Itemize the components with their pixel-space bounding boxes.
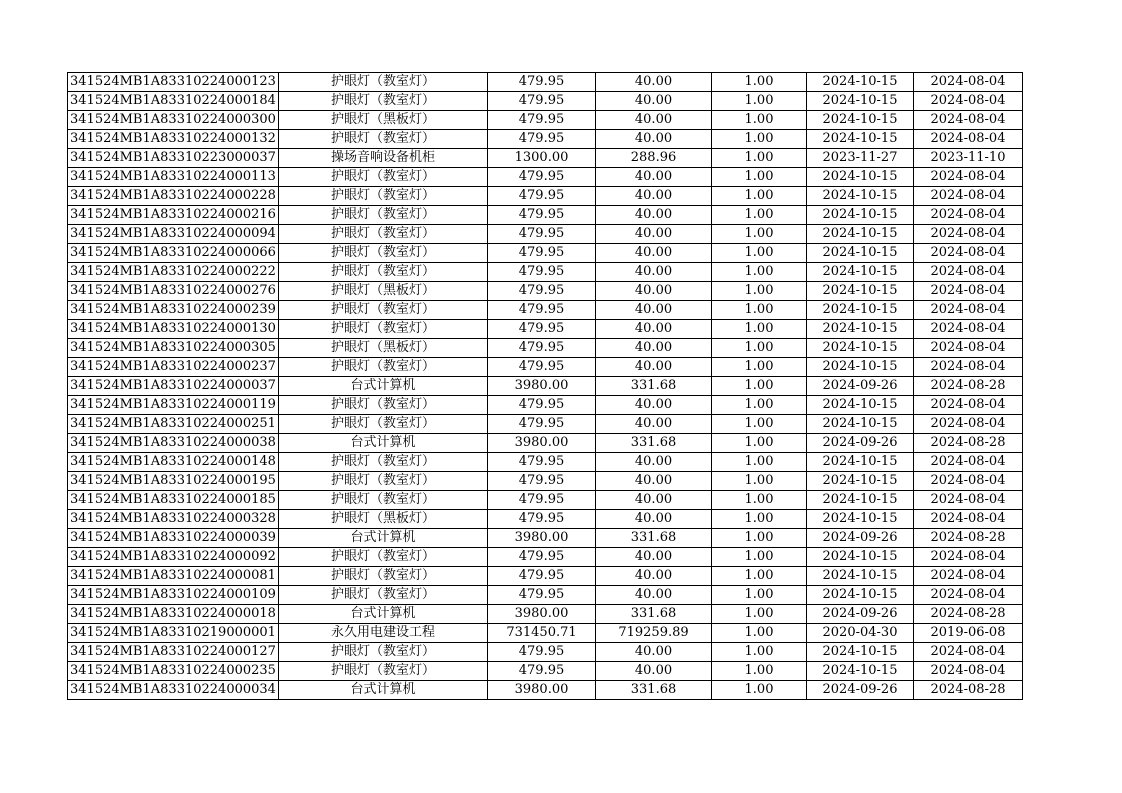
asset-name-cell: 护眼灯（教室灯） xyxy=(279,263,488,282)
asset-code-cell: 341524MB1A83310224000066 xyxy=(68,244,279,263)
asset-name-cell: 护眼灯（教室灯） xyxy=(279,453,488,472)
table-row xyxy=(68,73,1023,92)
asset-name-cell: 护眼灯（教室灯） xyxy=(279,130,488,149)
date-cell: 2024-10-15 xyxy=(807,415,914,434)
asset-code-cell: 341524MB1A83310224000119 xyxy=(68,396,279,415)
net-value-cell: 331.68 xyxy=(596,434,712,453)
date-cell: 2024-08-04 xyxy=(914,643,1023,662)
asset-code-cell: 341524MB1A83310224000235 xyxy=(68,662,279,681)
quantity-cell: 1.00 xyxy=(712,130,807,149)
original-value-cell: 479.95 xyxy=(488,263,596,282)
date-cell: 2024-10-15 xyxy=(807,472,914,491)
date-cell: 2024-09-26 xyxy=(807,681,914,700)
net-value-cell: 40.00 xyxy=(596,510,712,529)
date-cell: 2024-10-15 xyxy=(807,510,914,529)
original-value-cell: 479.95 xyxy=(488,320,596,339)
table-row xyxy=(68,586,1023,605)
date-cell: 2024-08-04 xyxy=(914,586,1023,605)
quantity-cell: 1.00 xyxy=(712,453,807,472)
quantity-cell: 1.00 xyxy=(712,73,807,92)
net-value-cell: 40.00 xyxy=(596,396,712,415)
date-cell: 2024-10-15 xyxy=(807,567,914,586)
asset-code-cell: 341524MB1A83310224000305 xyxy=(68,339,279,358)
quantity-cell: 1.00 xyxy=(712,415,807,434)
date-cell: 2024-08-04 xyxy=(914,187,1023,206)
asset-table-container xyxy=(67,72,1022,700)
asset-code-cell: 341524MB1A83310224000094 xyxy=(68,225,279,244)
net-value-cell: 40.00 xyxy=(596,244,712,263)
quantity-cell: 1.00 xyxy=(712,681,807,700)
table-row xyxy=(68,624,1023,643)
asset-name-cell: 护眼灯（教室灯） xyxy=(279,548,488,567)
quantity-cell: 1.00 xyxy=(712,396,807,415)
net-value-cell: 40.00 xyxy=(596,263,712,282)
date-cell: 2024-10-15 xyxy=(807,491,914,510)
quantity-cell: 1.00 xyxy=(712,225,807,244)
original-value-cell: 3980.00 xyxy=(488,605,596,624)
asset-name-cell: 护眼灯（教室灯） xyxy=(279,472,488,491)
quantity-cell: 1.00 xyxy=(712,548,807,567)
quantity-cell: 1.00 xyxy=(712,358,807,377)
original-value-cell: 479.95 xyxy=(488,472,596,491)
asset-code-cell: 341524MB1A83310224000132 xyxy=(68,130,279,149)
net-value-cell: 40.00 xyxy=(596,111,712,130)
table-row xyxy=(68,415,1023,434)
asset-code-cell: 341524MB1A83310224000039 xyxy=(68,529,279,548)
asset-name-cell: 护眼灯（黑板灯） xyxy=(279,282,488,301)
original-value-cell: 479.95 xyxy=(488,567,596,586)
original-value-cell: 479.95 xyxy=(488,453,596,472)
date-cell: 2024-10-15 xyxy=(807,301,914,320)
net-value-cell: 40.00 xyxy=(596,548,712,567)
asset-code-cell: 341524MB1A83310224000184 xyxy=(68,92,279,111)
date-cell: 2024-08-04 xyxy=(914,130,1023,149)
table-row xyxy=(68,491,1023,510)
quantity-cell: 1.00 xyxy=(712,282,807,301)
quantity-cell: 1.00 xyxy=(712,605,807,624)
date-cell: 2023-11-27 xyxy=(807,149,914,168)
date-cell: 2024-10-15 xyxy=(807,111,914,130)
asset-name-cell: 护眼灯（教室灯） xyxy=(279,567,488,586)
asset-code-cell: 341524MB1A83310224000130 xyxy=(68,320,279,339)
date-cell: 2024-10-15 xyxy=(807,453,914,472)
asset-code-cell: 341524MB1A83310224000222 xyxy=(68,263,279,282)
net-value-cell: 331.68 xyxy=(596,681,712,700)
asset-code-cell: 341524MB1A83310224000328 xyxy=(68,510,279,529)
date-cell: 2024-08-04 xyxy=(914,453,1023,472)
quantity-cell: 1.00 xyxy=(712,168,807,187)
asset-name-cell: 操场音响设备机柜 xyxy=(279,149,488,168)
quantity-cell: 1.00 xyxy=(712,377,807,396)
asset-code-cell: 341524MB1A83310224000113 xyxy=(68,168,279,187)
original-value-cell: 479.95 xyxy=(488,168,596,187)
net-value-cell: 40.00 xyxy=(596,586,712,605)
original-value-cell: 479.95 xyxy=(488,187,596,206)
net-value-cell: 40.00 xyxy=(596,130,712,149)
quantity-cell: 1.00 xyxy=(712,510,807,529)
original-value-cell: 479.95 xyxy=(488,111,596,130)
net-value-cell: 40.00 xyxy=(596,301,712,320)
date-cell: 2024-10-15 xyxy=(807,339,914,358)
original-value-cell: 479.95 xyxy=(488,73,596,92)
date-cell: 2024-10-15 xyxy=(807,263,914,282)
date-cell: 2024-08-04 xyxy=(914,320,1023,339)
asset-code-cell: 341524MB1A83310224000034 xyxy=(68,681,279,700)
original-value-cell: 479.95 xyxy=(488,510,596,529)
original-value-cell: 3980.00 xyxy=(488,377,596,396)
asset-code-cell: 341524MB1A83310224000276 xyxy=(68,282,279,301)
date-cell: 2024-10-15 xyxy=(807,92,914,111)
net-value-cell: 40.00 xyxy=(596,282,712,301)
date-cell: 2024-08-04 xyxy=(914,567,1023,586)
date-cell: 2020-04-30 xyxy=(807,624,914,643)
original-value-cell: 3980.00 xyxy=(488,529,596,548)
original-value-cell: 479.95 xyxy=(488,358,596,377)
table-row xyxy=(68,187,1023,206)
quantity-cell: 1.00 xyxy=(712,624,807,643)
original-value-cell: 3980.00 xyxy=(488,434,596,453)
asset-name-cell: 护眼灯（教室灯） xyxy=(279,662,488,681)
asset-name-cell: 护眼灯（教室灯） xyxy=(279,396,488,415)
net-value-cell: 40.00 xyxy=(596,567,712,586)
date-cell: 2024-08-28 xyxy=(914,605,1023,624)
table-row xyxy=(68,225,1023,244)
date-cell: 2024-10-15 xyxy=(807,358,914,377)
date-cell: 2024-08-04 xyxy=(914,358,1023,377)
asset-code-cell: 341524MB1A83310219000001 xyxy=(68,624,279,643)
original-value-cell: 479.95 xyxy=(488,206,596,225)
date-cell: 2024-10-15 xyxy=(807,548,914,567)
asset-name-cell: 护眼灯（教室灯） xyxy=(279,92,488,111)
table-row xyxy=(68,149,1023,168)
asset-name-cell: 护眼灯（教室灯） xyxy=(279,244,488,263)
asset-name-cell: 台式计算机 xyxy=(279,529,488,548)
table-row xyxy=(68,244,1023,263)
asset-code-cell: 341524MB1A83310224000148 xyxy=(68,453,279,472)
table-row xyxy=(68,472,1023,491)
asset-code-cell: 341524MB1A83310224000300 xyxy=(68,111,279,130)
date-cell: 2024-08-04 xyxy=(914,491,1023,510)
asset-code-cell: 341524MB1A83310224000038 xyxy=(68,434,279,453)
net-value-cell: 40.00 xyxy=(596,206,712,225)
quantity-cell: 1.00 xyxy=(712,491,807,510)
asset-name-cell: 护眼灯（黑板灯） xyxy=(279,510,488,529)
table-row xyxy=(68,510,1023,529)
asset-name-cell: 护眼灯（教室灯） xyxy=(279,643,488,662)
date-cell: 2024-08-28 xyxy=(914,681,1023,700)
date-cell: 2024-10-15 xyxy=(807,396,914,415)
original-value-cell: 479.95 xyxy=(488,130,596,149)
net-value-cell: 40.00 xyxy=(596,187,712,206)
net-value-cell: 40.00 xyxy=(596,643,712,662)
original-value-cell: 479.95 xyxy=(488,548,596,567)
original-value-cell: 479.95 xyxy=(488,491,596,510)
asset-name-cell: 护眼灯（教室灯） xyxy=(279,206,488,225)
date-cell: 2024-08-04 xyxy=(914,206,1023,225)
date-cell: 2024-08-04 xyxy=(914,111,1023,130)
table-row xyxy=(68,548,1023,567)
date-cell: 2019-06-08 xyxy=(914,624,1023,643)
asset-name-cell: 台式计算机 xyxy=(279,605,488,624)
net-value-cell: 40.00 xyxy=(596,662,712,681)
quantity-cell: 1.00 xyxy=(712,111,807,130)
quantity-cell: 1.00 xyxy=(712,92,807,111)
original-value-cell: 479.95 xyxy=(488,282,596,301)
asset-table xyxy=(67,72,1023,700)
asset-code-cell: 341524MB1A83310224000127 xyxy=(68,643,279,662)
net-value-cell: 331.68 xyxy=(596,605,712,624)
net-value-cell: 40.00 xyxy=(596,92,712,111)
quantity-cell: 1.00 xyxy=(712,586,807,605)
table-row xyxy=(68,529,1023,548)
net-value-cell: 331.68 xyxy=(596,529,712,548)
date-cell: 2024-08-04 xyxy=(914,339,1023,358)
net-value-cell: 40.00 xyxy=(596,339,712,358)
original-value-cell: 479.95 xyxy=(488,92,596,111)
date-cell: 2024-08-04 xyxy=(914,92,1023,111)
asset-code-cell: 341524MB1A83310224000109 xyxy=(68,586,279,605)
net-value-cell: 40.00 xyxy=(596,168,712,187)
table-row xyxy=(68,168,1023,187)
original-value-cell: 3980.00 xyxy=(488,681,596,700)
quantity-cell: 1.00 xyxy=(712,149,807,168)
net-value-cell: 40.00 xyxy=(596,320,712,339)
date-cell: 2024-08-04 xyxy=(914,396,1023,415)
table-row xyxy=(68,358,1023,377)
date-cell: 2024-10-15 xyxy=(807,130,914,149)
date-cell: 2024-08-04 xyxy=(914,244,1023,263)
net-value-cell: 331.68 xyxy=(596,377,712,396)
quantity-cell: 1.00 xyxy=(712,263,807,282)
quantity-cell: 1.00 xyxy=(712,339,807,358)
asset-code-cell: 341524MB1A83310224000237 xyxy=(68,358,279,377)
table-row xyxy=(68,605,1023,624)
net-value-cell: 40.00 xyxy=(596,73,712,92)
table-row xyxy=(68,396,1023,415)
table-row xyxy=(68,301,1023,320)
quantity-cell: 1.00 xyxy=(712,434,807,453)
date-cell: 2024-08-04 xyxy=(914,225,1023,244)
net-value-cell: 719259.89 xyxy=(596,624,712,643)
date-cell: 2024-08-04 xyxy=(914,548,1023,567)
asset-code-cell: 341524MB1A83310224000123 xyxy=(68,73,279,92)
table-row xyxy=(68,320,1023,339)
original-value-cell: 479.95 xyxy=(488,415,596,434)
original-value-cell: 479.95 xyxy=(488,586,596,605)
table-row xyxy=(68,681,1023,700)
quantity-cell: 1.00 xyxy=(712,244,807,263)
date-cell: 2024-08-04 xyxy=(914,263,1023,282)
asset-name-cell: 永久用电建设工程 xyxy=(279,624,488,643)
table-row xyxy=(68,339,1023,358)
date-cell: 2024-08-28 xyxy=(914,377,1023,396)
quantity-cell: 1.00 xyxy=(712,187,807,206)
quantity-cell: 1.00 xyxy=(712,529,807,548)
date-cell: 2024-10-15 xyxy=(807,168,914,187)
date-cell: 2024-08-04 xyxy=(914,73,1023,92)
date-cell: 2024-09-26 xyxy=(807,605,914,624)
original-value-cell: 479.95 xyxy=(488,301,596,320)
asset-code-cell: 341524MB1A83310224000239 xyxy=(68,301,279,320)
date-cell: 2024-08-04 xyxy=(914,301,1023,320)
date-cell: 2024-10-15 xyxy=(807,73,914,92)
asset-name-cell: 护眼灯（教室灯） xyxy=(279,301,488,320)
date-cell: 2024-10-15 xyxy=(807,244,914,263)
original-value-cell: 479.95 xyxy=(488,244,596,263)
asset-name-cell: 护眼灯（教室灯） xyxy=(279,586,488,605)
table-row xyxy=(68,643,1023,662)
date-cell: 2024-09-26 xyxy=(807,434,914,453)
asset-code-cell: 341524MB1A83310224000216 xyxy=(68,206,279,225)
date-cell: 2024-10-15 xyxy=(807,320,914,339)
asset-code-cell: 341524MB1A83310223000037 xyxy=(68,149,279,168)
original-value-cell: 479.95 xyxy=(488,662,596,681)
table-row xyxy=(68,434,1023,453)
original-value-cell: 1300.00 xyxy=(488,149,596,168)
date-cell: 2024-08-04 xyxy=(914,510,1023,529)
quantity-cell: 1.00 xyxy=(712,301,807,320)
quantity-cell: 1.00 xyxy=(712,206,807,225)
table-row xyxy=(68,263,1023,282)
date-cell: 2024-08-04 xyxy=(914,415,1023,434)
original-value-cell: 479.95 xyxy=(488,339,596,358)
asset-table-body xyxy=(68,73,1023,700)
net-value-cell: 288.96 xyxy=(596,149,712,168)
table-row xyxy=(68,377,1023,396)
asset-code-cell: 341524MB1A83310224000251 xyxy=(68,415,279,434)
date-cell: 2024-10-15 xyxy=(807,662,914,681)
asset-name-cell: 护眼灯（教室灯） xyxy=(279,225,488,244)
date-cell: 2024-08-04 xyxy=(914,168,1023,187)
asset-name-cell: 护眼灯（教室灯） xyxy=(279,73,488,92)
date-cell: 2024-08-04 xyxy=(914,282,1023,301)
asset-code-cell: 341524MB1A83310224000081 xyxy=(68,567,279,586)
table-row xyxy=(68,567,1023,586)
date-cell: 2024-09-26 xyxy=(807,529,914,548)
asset-name-cell: 护眼灯（教室灯） xyxy=(279,168,488,187)
table-row xyxy=(68,130,1023,149)
asset-name-cell: 护眼灯（黑板灯） xyxy=(279,339,488,358)
table-row xyxy=(68,206,1023,225)
date-cell: 2024-08-04 xyxy=(914,472,1023,491)
date-cell: 2024-08-04 xyxy=(914,662,1023,681)
net-value-cell: 40.00 xyxy=(596,453,712,472)
quantity-cell: 1.00 xyxy=(712,320,807,339)
date-cell: 2024-10-15 xyxy=(807,282,914,301)
original-value-cell: 479.95 xyxy=(488,225,596,244)
date-cell: 2024-10-15 xyxy=(807,586,914,605)
net-value-cell: 40.00 xyxy=(596,491,712,510)
date-cell: 2024-09-26 xyxy=(807,377,914,396)
quantity-cell: 1.00 xyxy=(712,567,807,586)
asset-name-cell: 台式计算机 xyxy=(279,681,488,700)
quantity-cell: 1.00 xyxy=(712,643,807,662)
original-value-cell: 479.95 xyxy=(488,396,596,415)
net-value-cell: 40.00 xyxy=(596,415,712,434)
asset-code-cell: 341524MB1A83310224000185 xyxy=(68,491,279,510)
date-cell: 2024-10-15 xyxy=(807,187,914,206)
asset-code-cell: 341524MB1A83310224000037 xyxy=(68,377,279,396)
net-value-cell: 40.00 xyxy=(596,225,712,244)
date-cell: 2024-08-28 xyxy=(914,434,1023,453)
asset-code-cell: 341524MB1A83310224000092 xyxy=(68,548,279,567)
table-row xyxy=(68,453,1023,472)
original-value-cell: 731450.71 xyxy=(488,624,596,643)
date-cell: 2024-10-15 xyxy=(807,225,914,244)
asset-name-cell: 护眼灯（教室灯） xyxy=(279,320,488,339)
quantity-cell: 1.00 xyxy=(712,472,807,491)
date-cell: 2023-11-10 xyxy=(914,149,1023,168)
asset-name-cell: 台式计算机 xyxy=(279,377,488,396)
asset-name-cell: 护眼灯（教室灯） xyxy=(279,415,488,434)
asset-name-cell: 护眼灯（教室灯） xyxy=(279,187,488,206)
table-row xyxy=(68,111,1023,130)
date-cell: 2024-08-28 xyxy=(914,529,1023,548)
net-value-cell: 40.00 xyxy=(596,358,712,377)
original-value-cell: 479.95 xyxy=(488,643,596,662)
quantity-cell: 1.00 xyxy=(712,662,807,681)
net-value-cell: 40.00 xyxy=(596,472,712,491)
table-row xyxy=(68,92,1023,111)
asset-code-cell: 341524MB1A83310224000228 xyxy=(68,187,279,206)
asset-name-cell: 护眼灯（黑板灯） xyxy=(279,111,488,130)
asset-name-cell: 护眼灯（教室灯） xyxy=(279,358,488,377)
table-row xyxy=(68,662,1023,681)
date-cell: 2024-10-15 xyxy=(807,206,914,225)
table-row xyxy=(68,282,1023,301)
date-cell: 2024-10-15 xyxy=(807,643,914,662)
asset-name-cell: 护眼灯（教室灯） xyxy=(279,491,488,510)
asset-code-cell: 341524MB1A83310224000195 xyxy=(68,472,279,491)
asset-name-cell: 台式计算机 xyxy=(279,434,488,453)
asset-code-cell: 341524MB1A83310224000018 xyxy=(68,605,279,624)
